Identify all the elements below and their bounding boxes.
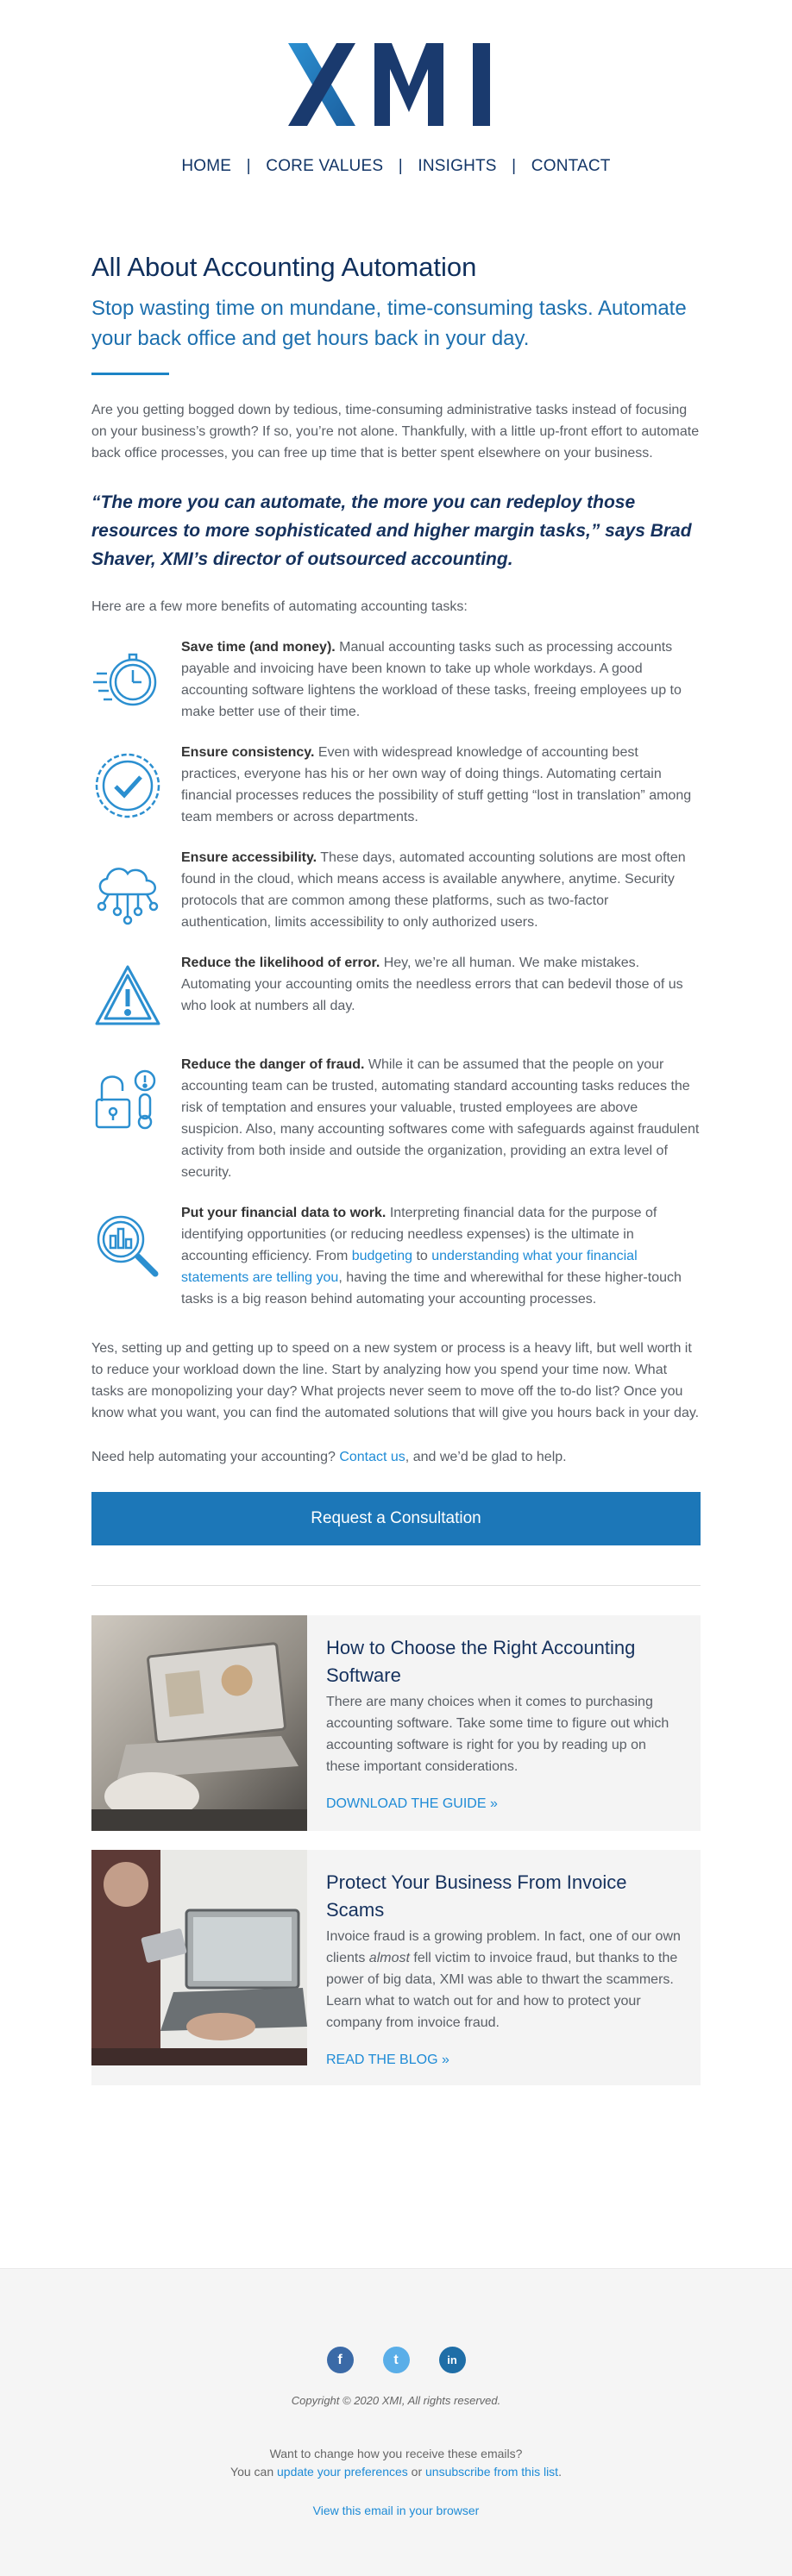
benefit-title: Reduce the likelihood of error. [181,956,380,970]
financial-statements-link[interactable]: understanding what your financial statements are telling you [181,1249,638,1285]
help-text: Need help automating your accounting? [91,1450,340,1464]
card-title: How to Choose the Right Accounting Software [326,1637,636,1686]
benefit-text: These days, automated accounting solutions are most often found in the cloud, which means access is available anywhere, anytime. Security protocols that are common among these platforms, such as two-factor authentication, limits accessibility to only authorized users. [181,850,686,930]
card-description-part: Invoice fraud is a growing problem. In fact, one of our own clients [326,1929,681,1965]
benefit-text: Hey, we’re all human. We make mistakes. Automating your accounting omits the needless errors that can bedevil those of us who look at numbers all day. [181,956,683,1013]
nav-home-link[interactable]: HOME [181,157,232,175]
benefit-title: Ensure accessibility. [181,850,317,865]
benefit-text: While it can be assumed that the people on your accounting team can be trusted, automating standard accounting tasks reduces the risk of temptation and ensures your valuable, trusted employees are above suspicion. Also, many accounting softwares come with safeguards against fraudulent activity from both inside and outside the organization, providing an extra level of security. [181,1057,700,1180]
benefits-lead: Here are a few more benefits of automating accounting tasks: [91,599,468,614]
update-preferences-link[interactable]: update your preferences [277,2465,408,2479]
nav-separator: | [398,157,403,175]
benefit-text-mid: to [412,1249,432,1263]
twitter-icon[interactable]: t [383,2347,410,2373]
pull-quote: “The more you can automate, the more you can redeploy those resources to more sophisticated and higher margin tasks,” says Brad Shaver, XMI’s director of outsourced accounting. [91,492,692,569]
request-consultation-button[interactable]: Request a Consultation [91,1492,701,1545]
nav-contact-link[interactable]: CONTACT [531,157,611,175]
copyright-text: Copyright © 2020 XMI, All rights reserved. [291,2394,501,2407]
xmi-logo[interactable] [91,0,701,126]
social-links [0,2347,792,2373]
chart-magnifier-icon [91,1207,164,1285]
promo-card [91,1850,701,2085]
budgeting-link[interactable]: budgeting [351,1249,413,1263]
benefit-title: Reduce the danger of fraud. [181,1057,365,1072]
promo-card [91,1615,701,1831]
padlock-alert-icon [91,1059,164,1137]
benefit-text: Even with widespread knowledge of accounting best practices, everyone has his or her own way of doing things. Automating certain financial processes reduces the possibility of stuff getting “lost in translation” among team members or across departments. [181,745,692,824]
warning-icon [91,957,164,1035]
logo-icon [288,43,504,126]
benefit-item [91,847,701,933]
benefit-item [91,952,701,1035]
card-title: Protect Your Business From Invoice Scams [326,1871,627,1921]
email-container [91,0,701,2085]
prefs-text: or [407,2465,426,2479]
benefit-text: Interpreting financial data for the purpose of identifying opportunities (or reducing needless expenses) is the ultimate in accounting efficiency. From [181,1206,657,1263]
article-subtitle: Stop wasting time on mundane, time-consuming tasks. Automate your back office and get hours back in your day. [91,297,687,350]
card-description [326,1926,683,2034]
nav-separator: | [246,157,251,175]
nav-core-values-link[interactable]: CORE VALUES [266,157,384,175]
prefs-question: Want to change how you receive these emails? [269,2447,523,2460]
credit-card-laptop-photo [91,1850,307,2065]
benefit-item [91,1054,701,1183]
section-divider [91,1585,701,1586]
unsubscribe-link[interactable]: unsubscribe from this list [425,2465,559,2479]
benefit-text-tail: , having the time and wherewithal for these higher-touch tasks is a big reason behind automating your accounting processes. [181,1270,682,1307]
top-navigation [91,157,701,176]
download-guide-link[interactable]: DOWNLOAD THE GUIDE » [326,1796,498,1811]
contact-us-link[interactable]: Contact us [339,1450,405,1464]
benefit-item [91,742,701,828]
nav-insights-link[interactable]: INSIGHTS [418,157,497,175]
closing-paragraph: Yes, setting up and getting up to speed on a new system or process is a heavy lift, but well worth it to reduce your workload down the line. Start by analyzing how you spend your time now. What tasks are monopolizing your day? What projects never seem to move off the to-do list? Once you know what you want, you can find the automated solutions that will give you hours back in your day. [91,1341,700,1420]
view-in-browser-link[interactable]: View this email in your browser [312,2504,480,2517]
cloud-network-icon [91,852,164,930]
stopwatch-icon [91,642,164,719]
laptop-photo [91,1615,307,1831]
benefit-item [91,1202,701,1310]
benefit-item [91,636,701,723]
footer [0,2268,792,2576]
card-description-part: fell victim to invoice fraud, but thanks to the power of big data, XMI was able to thwart the scammers. Learn what to watch out for and how to protect your company from invoice fraud. [326,1951,678,2030]
article-title: All About Accounting Automation [91,252,477,282]
facebook-icon[interactable]: f [327,2347,354,2373]
intro-paragraph: Are you getting bogged down by tedious, time-consuming administrative tasks instead of focusing on your business’s growth? If so, you’re not alone. Thankfully, with a little up-front effort to automate back office processes, you can free up time that is better spent elsewhere on your business. [91,403,700,461]
benefit-title: Save time (and money). [181,640,336,655]
benefit-text: Manual accounting tasks such as processing accounts payable and invoicing have been known to take up whole workdays. A good accounting software lightens the workload of these tasks, freeing employees up to make better use of their time. [181,640,682,719]
nav-separator: | [512,157,517,175]
benefit-title: Put your financial data to work. [181,1206,387,1220]
card-description-emphasis: almost [368,1951,410,1965]
email-preferences [0,2445,792,2481]
card-description: There are many choices when it comes to purchasing accounting software. Take some time to figure out which accounting software is right for you by reading up on these important considerations. [326,1695,669,1774]
benefit-title: Ensure consistency. [181,745,315,760]
help-paragraph [91,1446,701,1468]
prefs-text: You can [230,2465,278,2479]
read-blog-link[interactable]: READ THE BLOG » [326,2053,449,2067]
title-divider [91,373,169,375]
checkmark-badge-icon [91,747,164,824]
linkedin-icon[interactable]: in [439,2347,466,2373]
help-text-end: , and we’d be glad to help. [405,1450,567,1464]
prefs-text: . [558,2465,562,2479]
